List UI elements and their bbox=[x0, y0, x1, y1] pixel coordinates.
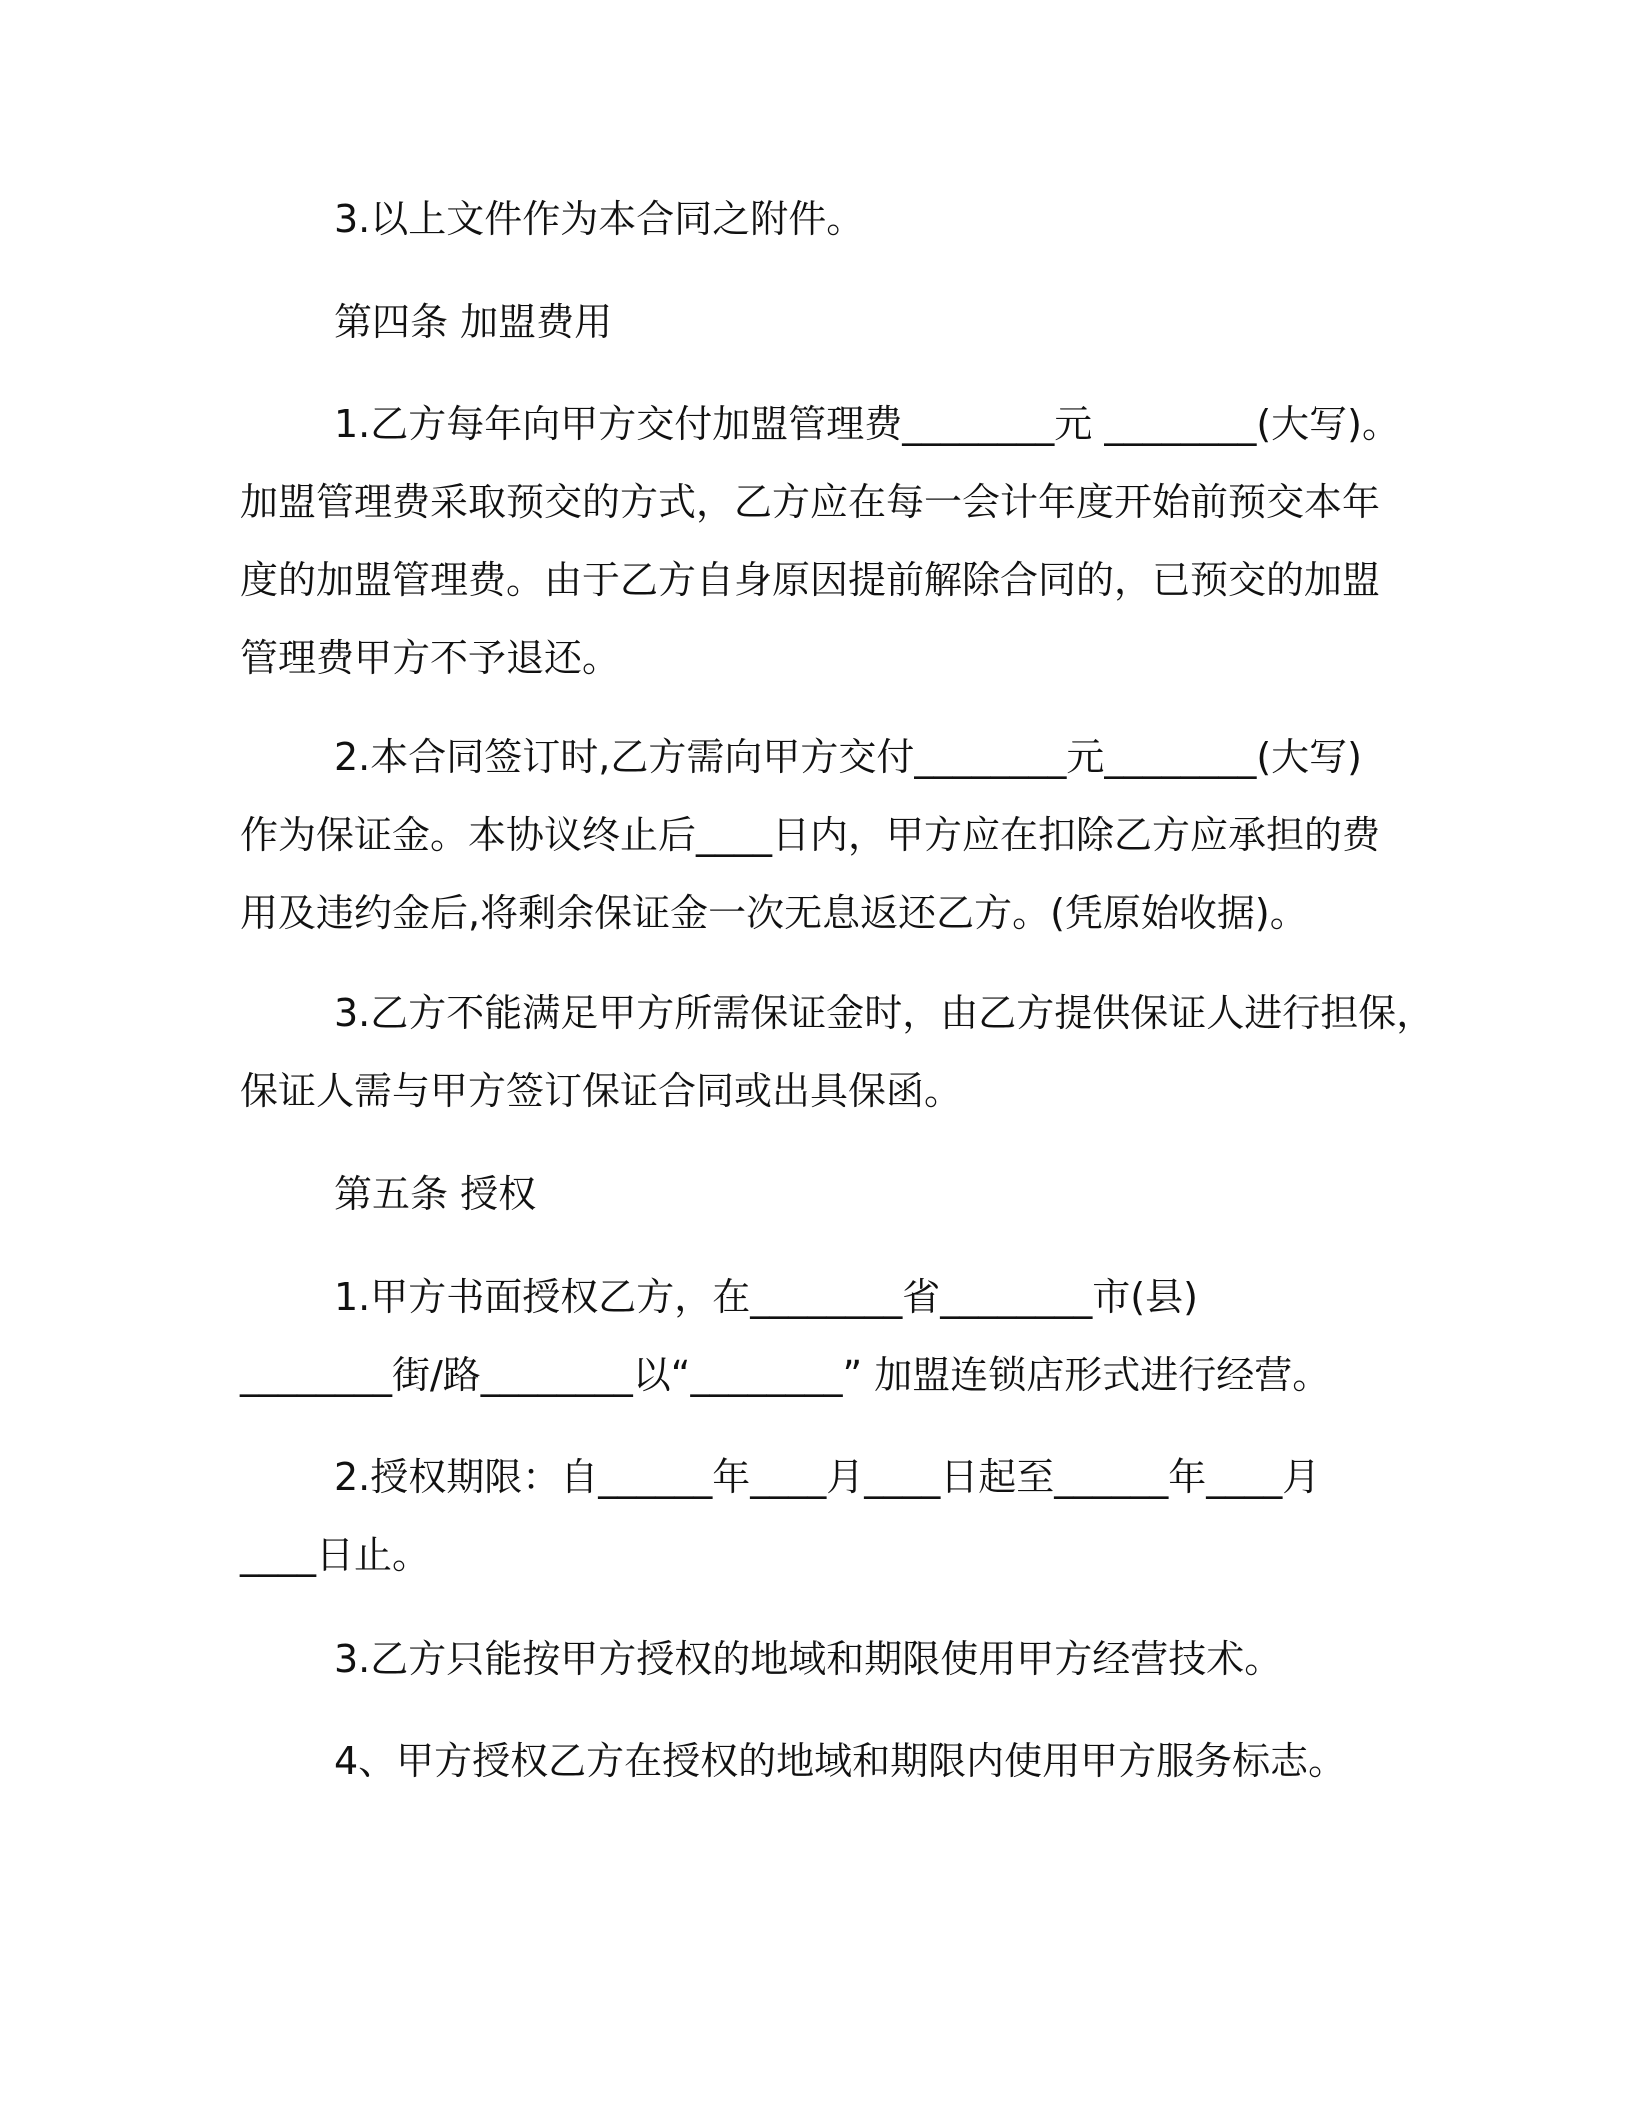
heading-text: 第五条 授权 bbox=[334, 1172, 537, 1216]
paragraph-line: ________街/路________以“________” 加盟连锁店形式进行经营。 bbox=[240, 1353, 1331, 1397]
paragraph-line: 1.乙方每年向甲方交付加盟管理费________元 ________(大写)。 bbox=[334, 402, 1400, 446]
paragraph-line: 度的加盟管理费。由于乙方自身原因提前解除合同的，已预交的加盟 bbox=[240, 558, 1381, 602]
paragraph-line: 1.甲方书面授权乙方，在________省________市(县) bbox=[334, 1275, 1198, 1319]
paragraph-line: 3.以上文件作为本合同之附件。 bbox=[334, 197, 865, 241]
paragraph-line: 作为保证金。本协议终止后____日内，甲方应在扣除乙方应承担的费 bbox=[240, 813, 1381, 857]
paragraph-line: 3.乙方不能满足甲方所需保证金时，由乙方提供保证人进行担保， bbox=[334, 991, 1435, 1035]
paragraph-line: 管理费甲方不予退还。 bbox=[240, 636, 621, 680]
paragraph-deposit bbox=[240, 718, 1405, 952]
paragraph-line: 4、甲方授权乙方在授权的地域和期限内使用甲方服务标志。 bbox=[334, 1739, 1347, 1783]
paragraph-authorization-region bbox=[240, 1258, 1405, 1414]
article-4-heading bbox=[240, 283, 1405, 361]
paragraph-line: 3.乙方只能按甲方授权的地域和期限使用甲方经营技术。 bbox=[334, 1637, 1283, 1681]
paragraph-line: 用及违约金后,将剩余保证金一次无息返还乙方。(凭原始收据)。 bbox=[240, 891, 1308, 935]
paragraph-line: ____日止。 bbox=[240, 1533, 431, 1577]
paragraph-line: 加盟管理费采取预交的方式，乙方应在每一会计年度开始前预交本年 bbox=[240, 480, 1381, 524]
paragraph-guarantor bbox=[240, 974, 1435, 1130]
paragraph-management-fee bbox=[240, 385, 1405, 697]
heading-text: 第四条 加盟费用 bbox=[334, 300, 613, 344]
paragraph-line: 保证人需与甲方签订保证合同或出具保函。 bbox=[240, 1069, 963, 1113]
paragraph-line: 2.授权期限：自______年____月____日起至______年____月 bbox=[334, 1455, 1321, 1499]
paragraph-line: 2.本合同签订时,乙方需向甲方交付________元________(大写) bbox=[334, 735, 1362, 779]
paragraph-service-mark bbox=[240, 1722, 1405, 1800]
article-5-heading bbox=[240, 1155, 1405, 1233]
paragraph-technology-use bbox=[240, 1620, 1405, 1698]
paragraph-attachments-note bbox=[240, 180, 1405, 258]
paragraph-authorization-term bbox=[240, 1438, 1405, 1594]
